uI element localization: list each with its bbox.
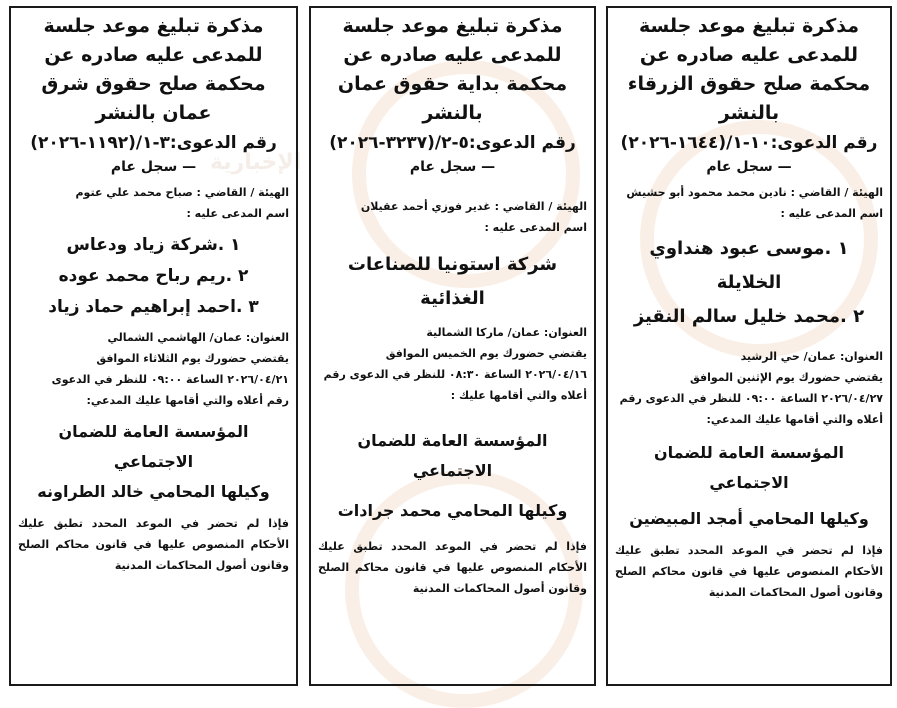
notice-amman-first-instance	[309, 6, 596, 686]
judge-line: الهيئة / القاضي : نادين محمد محمود أبو حشيش	[626, 186, 883, 199]
hearing-line-2: ٢٠٢٦/٠٤/٢٧ الساعة ٠٩:٠٠ للنظر في الدعوى رقم	[619, 392, 883, 405]
judge-line: الهيئة / القاضي : غدير فوزي أحمد عقيلان	[360, 200, 587, 213]
defendant-1: شركة استونيا للصناعات الغذائية	[347, 254, 558, 309]
address-line: العنوان: عمان/ الهاشمي الشمالي	[107, 331, 289, 344]
notice-zarqa	[606, 6, 892, 686]
lawyer-name: وكيلها المحامي أمجد المبيضين	[629, 509, 869, 528]
lawyer-name: وكيلها المحامي خالد الطراونه	[37, 482, 270, 501]
case-number: رقم الدعوى:١٠-١/(١٦٤٤-٢٠٢٦)	[620, 133, 878, 153]
case-number: رقم الدعوى:٥-٢/(٣٢٣٧-٢٠٢٦)	[329, 133, 576, 153]
address-line: العنوان: عمان/ حي الرشيد	[740, 350, 883, 363]
defendant-3: ٣ .احمد إبراهيم حماد زياد	[48, 297, 259, 317]
hearing-line-1: يقتضي حضورك يوم الإثنين الموافق	[689, 371, 883, 384]
defendant-2: ٢ .محمد خليل سالم النقيز	[633, 306, 865, 327]
hearing-line-1: يقتضي حضورك يوم الخميس الموافق	[385, 347, 587, 360]
plaintiff-name: المؤسسة العامة للضمان الاجتماعي	[58, 422, 249, 471]
watermark-text: الإخبارية	[210, 150, 302, 175]
defendant-label: اسم المدعى عليه :	[484, 221, 587, 234]
defendant-1: ١ .شركة زياد ودعاس	[66, 235, 241, 255]
defendant-2: ٢ .ريم رباح محمد عوده	[58, 266, 249, 286]
judge-line: الهيئة / القاضي : صباح محمد علي عتوم	[75, 186, 289, 199]
defendant-1: ١ .موسى عبود هنداوي الخلايلة	[649, 238, 849, 293]
hearing-line-2: ٢٠٢٦/٠٤/١٦ الساعة ٠٨:٣٠ للنظر في الدعوى رقم	[323, 368, 587, 381]
defendant-label: اسم المدعى عليه :	[186, 207, 289, 220]
warning-text: فإذا لم تحضر في الموعد المحدد تطبق عليك الأحكام المنصوص عليها في قانون محاكم الصلح وقانون أصول المحاكمات المدنية	[18, 517, 289, 572]
plaintiff-name: المؤسسة العامة للضمان الاجتماعي	[357, 431, 548, 480]
hearing-line-2: ٢٠٢٦/٠٤/٢١ الساعة ٠٩:٠٠ للنظر في الدعوى	[51, 373, 289, 386]
case-number: رقم الدعوى:٣-١/(١١٩٢-٢٠٢٦)	[30, 133, 277, 153]
address-line: العنوان: عمان/ ماركا الشمالية	[426, 326, 587, 339]
warning-text: فإذا لم تحضر في الموعد المحدد تطبق عليك الأحكام المنصوص عليها في قانون محاكم الصلح وقانون أصول المحاكمات المدنية	[615, 544, 883, 599]
register-label: — سجل عام	[110, 159, 197, 175]
hearing-line-3: رقم أعلاه والتي أقامها عليك المدعي:	[86, 394, 289, 407]
notice-title: مذكرة تبليغ موعد جلسة للمدعى عليه صادره عن محكمة بداية حقوق عمان بالنشر	[337, 15, 568, 124]
lawyer-name: وكيلها المحامي محمد جرادات	[337, 501, 568, 520]
notice-east-amman	[9, 6, 298, 686]
notice-title: مذكرة تبليغ موعد جلسة للمدعى عليه صادره عن محكمة صلح حقوق الزرقاء بالنشر	[627, 15, 871, 124]
defendant-label: اسم المدعى عليه :	[780, 207, 883, 220]
register-label: — سجل عام	[706, 159, 792, 175]
hearing-line-1: يقتضي حضورك يوم الثلاثاء الموافق	[96, 352, 289, 365]
notice-title: مذكرة تبليغ موعد جلسة للمدعى عليه صادره عن محكمة صلح حقوق شرق عمان بالنشر	[41, 15, 266, 124]
hearing-line-3: أعلاه والتي أقامها عليك :	[450, 389, 587, 402]
register-label: — سجل عام	[409, 159, 496, 175]
plaintiff-name: المؤسسة العامة للضمان الاجتماعي	[654, 443, 844, 492]
warning-text: فإذا لم تحضر في الموعد المحدد تطبق عليك الأحكام المنصوص عليها في قانون محاكم الصلح وقانون أصول المحاكمات المدنية	[318, 540, 587, 595]
hearing-line-3: أعلاه والتي أقامها عليك المدعي:	[706, 413, 883, 426]
